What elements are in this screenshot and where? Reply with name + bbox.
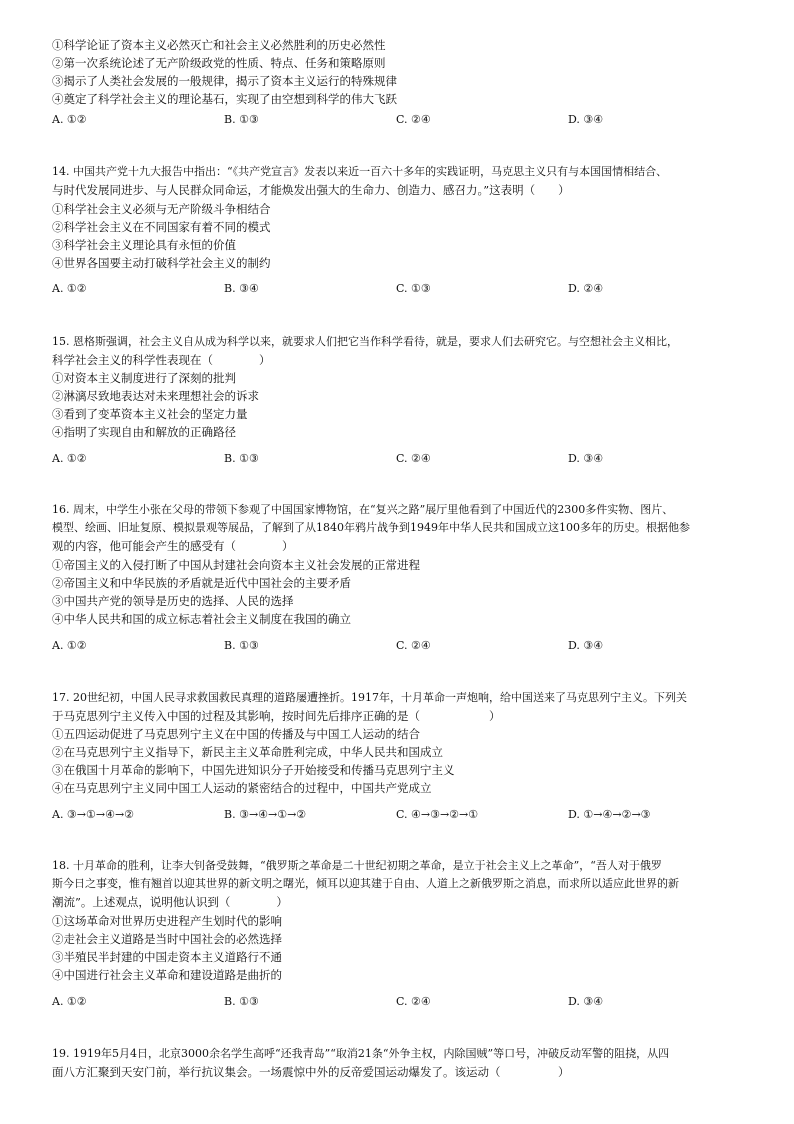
q13-statement-1: ①科学论证了资本主义必然灭亡和社会主义必然胜利的历史必然性 xyxy=(52,38,386,52)
q13-statement-3: ③揭示了人类社会发展的一般规律，揭示了资本主义运行的特殊规律 xyxy=(52,74,397,88)
q16-option-a[interactable]: A. ①② xyxy=(52,639,87,652)
q13-statement-4: ④奠定了科学社会主义的理论基石，实现了由空想到科学的伟大飞跃 xyxy=(52,92,397,106)
q14-statement-1: ①科学社会主义必须与无产阶级斗争相结合 xyxy=(52,202,271,216)
q18-stem-line-2: 斯今日之事变，惟有翘首以迎其世界的新文明之曙光，倾耳以迎其建于自由、人道上之新俄罗斯之消息，而求所以适应此世界的新 xyxy=(52,877,679,890)
q14-statement-4: ④世界各国要主动打破科学社会主义的制约 xyxy=(52,256,271,270)
q18-statement-2: ②走社会主义道路是当时中国社会的必然选择 xyxy=(52,932,282,946)
q16-stem-line-2: 模型、绘画、旧址复原、模拟景观等展品，了解到了从1840年鸦片战争到1949年中华人民共和国成立这100多年的历史。根据他参 xyxy=(52,521,690,534)
q18-option-a[interactable]: A. ①② xyxy=(52,995,87,1008)
q17-stem-line-1: 17. 20世纪初，中国人民寻求救国救民真理的道路屡遭挫折。1917年，十月革命一声炮响，给中国送来了马克思列宁主义。下列关 xyxy=(52,691,687,704)
q17-statement-1: ①五四运动促进了马克思列宁主义在中国的传播及与中国工人运动的结合 xyxy=(52,727,420,741)
q18-statement-4: ④中国进行社会主义革命和建设道路是曲折的 xyxy=(52,968,282,982)
q15-option-c[interactable]: C. ②④ xyxy=(396,452,431,465)
q18-option-d[interactable]: D. ③④ xyxy=(568,995,604,1008)
q17-option-c[interactable]: C. ④→③→②→① xyxy=(396,808,479,821)
q18-option-c[interactable]: C. ②④ xyxy=(396,995,431,1008)
q16-option-c[interactable]: C. ②④ xyxy=(396,639,431,652)
q14-stem-line-2: 与时代发展同进步、与人民群众同命运，才能焕发出强大的生命力、创造力、感召力。”这表明（ ） xyxy=(52,183,570,197)
q13-option-b[interactable]: B. ①③ xyxy=(224,113,259,126)
q18-stem-line-1: 18. 十月革命的胜利，让李大钊备受鼓舞，“俄罗斯之革命是二十世纪初期之革命，是立于社会主义上之革命”，“吾人对于俄罗 xyxy=(52,859,662,872)
q14-option-b[interactable]: B. ③④ xyxy=(224,282,259,295)
q15-statement-4: ④指明了实现自由和解放的正确路径 xyxy=(52,425,236,439)
q13-option-c[interactable]: C. ②④ xyxy=(396,113,431,126)
q18-stem-line-3: 潮流”。上述观点，说明他认识到（ ） xyxy=(52,895,288,909)
q16-option-b[interactable]: B. ①③ xyxy=(224,639,259,652)
q13-option-d[interactable]: D. ③④ xyxy=(568,113,604,126)
q16-stem-line-3: 观的内容，他可能会产生的感受有（ ） xyxy=(52,539,294,553)
q15-statement-3: ③看到了变革资本主义社会的坚定力量 xyxy=(52,407,248,421)
q18-option-b[interactable]: B. ①③ xyxy=(224,995,259,1008)
q15-option-a[interactable]: A. ①② xyxy=(52,452,87,465)
q14-option-a[interactable]: A. ①② xyxy=(52,282,87,295)
q17-statement-2: ②在马克思列宁主义指导下，新民主主义革命胜利完成，中华人民共和国成立 xyxy=(52,745,443,759)
q13-option-a[interactable]: A. ①② xyxy=(52,113,87,126)
q17-statement-3: ③在俄国十月革命的影响下，中国先进知识分子开始接受和传播马克思列宁主义 xyxy=(52,763,455,777)
q18-statement-3: ③半殖民半封建的中国走资本主义道路行不通 xyxy=(52,950,282,964)
q16-statement-1: ①帝国主义的入侵打断了中国从封建社会向资本主义社会发展的正常进程 xyxy=(52,558,420,572)
q15-statement-2: ②淋漓尽致地表达对未来理想社会的诉求 xyxy=(52,389,259,403)
q16-statement-4: ④中华人民共和国的成立标志着社会主义制度在我国的确立 xyxy=(52,612,351,626)
q14-option-d[interactable]: D. ②④ xyxy=(568,282,604,295)
q18-statement-1: ①这场革命对世界历史进程产生划时代的影响 xyxy=(52,914,282,928)
q14-stem-line-1: 14. 中国共产党十九大报告中指出：“《共产党宣言》发表以来近一百六十多年的实践证明，马克思主义只有与本国国情相结合、 xyxy=(52,165,668,178)
q15-stem-line-1: 15. 恩格斯强调，社会主义自从成为科学以来，就要求人们把它当作科学看待，就是，要求人们去研究它。与空想社会主义相比， xyxy=(52,335,678,348)
q15-statement-1: ①对资本主义制度进行了深刻的批判 xyxy=(52,371,236,385)
q17-option-a[interactable]: A. ③→①→④→② xyxy=(52,808,135,821)
q13-statement-2: ②第一次系统论述了无产阶级政党的性质、特点、任务和策略原则 xyxy=(52,56,386,70)
q17-statement-4: ④在马克思列宁主义同中国工人运动的紧密结合的过程中，中国共产党成立 xyxy=(52,781,432,795)
q14-statement-3: ③科学社会主义理论具有永恒的价值 xyxy=(52,238,236,252)
q15-option-d[interactable]: D. ③④ xyxy=(568,452,604,465)
q16-statement-3: ③中国共产党的领导是历史的选择、人民的选择 xyxy=(52,594,294,608)
q19-stem-line-2: 面八方汇聚到天安门前，举行抗议集会。一场震惊中外的反帝爱国运动爆发了。该运动（ ） xyxy=(52,1065,570,1079)
q17-stem-line-2: 于马克思列宁主义传入中国的过程及其影响，按时间先后排序正确的是（ ） xyxy=(52,709,501,723)
q15-option-b[interactable]: B. ①③ xyxy=(224,452,259,465)
q16-option-d[interactable]: D. ③④ xyxy=(568,639,604,652)
q17-option-b[interactable]: B. ③→④→①→② xyxy=(224,808,307,821)
q19-stem-line-1: 19. 1919年5月4日，北京3000余名学生高呼“还我青岛”“取消21条“外争主权，内除国贼”等口号，冲破反动军警的阻挠，从四 xyxy=(52,1047,670,1060)
q15-stem-line-2: 科学社会主义的科学性表现在（ ） xyxy=(52,353,271,367)
q14-option-c[interactable]: C. ①③ xyxy=(396,282,431,295)
q17-option-d[interactable]: D. ①→④→②→③ xyxy=(568,808,651,821)
q16-statement-2: ②帝国主义和中华民族的矛盾就是近代中国社会的主要矛盾 xyxy=(52,576,351,590)
q14-statement-2: ②科学社会主义在不同国家有着不同的模式 xyxy=(52,220,271,234)
q16-stem-line-1: 16. 周末，中学生小张在父母的带领下参观了中国国家博物馆，在“复兴之路”展厅里他看到了中国近代的2300多件实物、图片、 xyxy=(52,503,674,516)
